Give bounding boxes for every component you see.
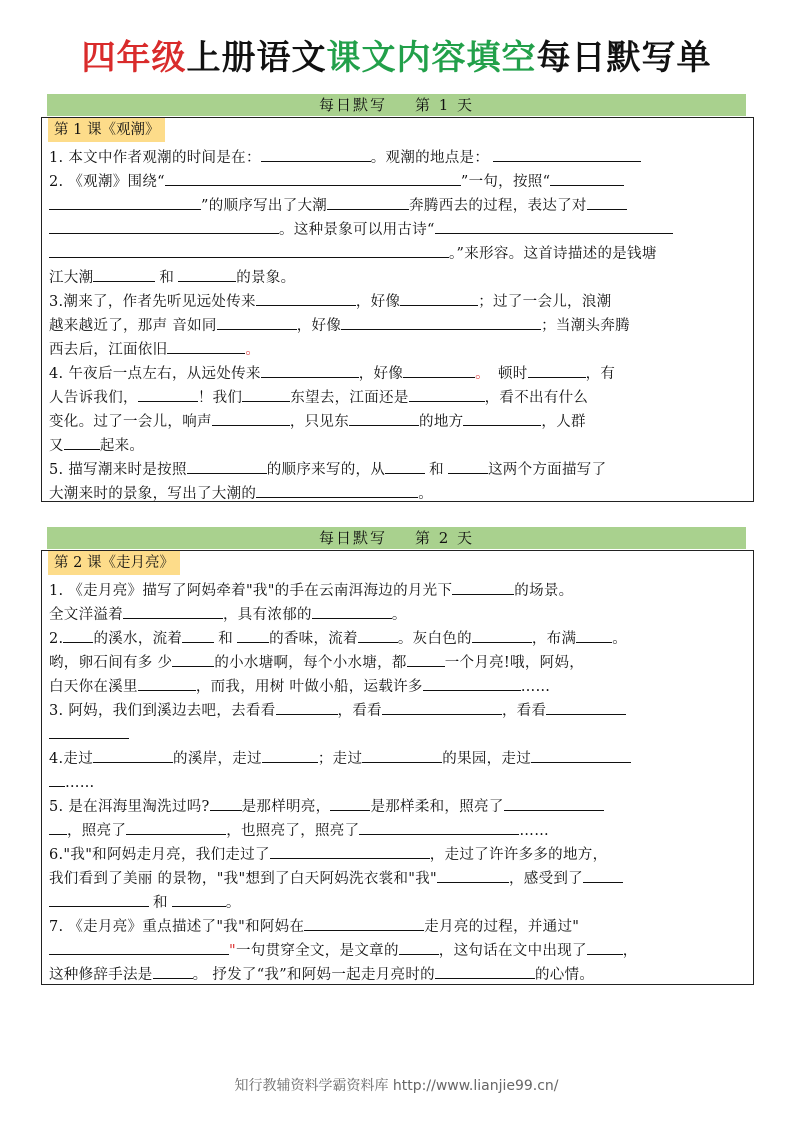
blank[interactable] xyxy=(587,940,623,955)
day1-q4-line3: 变化。过了一会儿，响声 ，只见东 的地方 ，人群 xyxy=(49,411,747,429)
blank[interactable] xyxy=(448,459,488,474)
day2-q5-line2: ，照亮了 ，也照亮了，照亮了 …… xyxy=(49,820,747,838)
blank[interactable] xyxy=(463,411,541,426)
blank[interactable] xyxy=(49,892,149,907)
day1-q3-line3: 西去后，江面依旧 。 xyxy=(49,339,747,357)
day2-q6-line2: 我们看到了美丽 的景物，"我"想到了白天阿妈洗衣裳和"我" ，感受到了 xyxy=(49,868,747,886)
blank[interactable] xyxy=(327,195,409,210)
day1-q2-line4: 。”来形容。这首诗描述的是钱塘 xyxy=(49,243,747,261)
blank[interactable] xyxy=(550,171,624,186)
day2-q6-line1: 6."我"和阿妈走月亮，我们走过了 ，走过了许许多多的地方， xyxy=(49,844,747,862)
blank[interactable] xyxy=(385,459,425,474)
blank[interactable] xyxy=(172,892,226,907)
blank[interactable] xyxy=(212,411,290,426)
day2-lesson-title: 第 2 课《走月亮》 xyxy=(48,551,180,575)
blank[interactable] xyxy=(312,604,392,619)
day2-q7-line2: "一句贯穿全文，是文章的 ，这句话在文中出现了 ， xyxy=(49,940,747,958)
day1-lesson-title: 第 1 课《观潮》 xyxy=(48,118,165,142)
blank[interactable] xyxy=(472,628,532,643)
day2-box xyxy=(41,550,754,985)
blank[interactable] xyxy=(49,940,229,955)
blank[interactable] xyxy=(423,676,521,691)
blank[interactable] xyxy=(237,628,269,643)
blank[interactable] xyxy=(187,459,267,474)
blank[interactable] xyxy=(64,435,100,450)
blank[interactable] xyxy=(167,339,245,354)
day1-header-bar xyxy=(47,94,746,116)
blank[interactable] xyxy=(138,676,196,691)
blank[interactable] xyxy=(437,868,509,883)
day2-day: 第 2 天 xyxy=(414,529,475,547)
blank[interactable] xyxy=(63,628,93,643)
blank[interactable] xyxy=(546,700,626,715)
day1-q3-line2: 越来越近了，那声 音如同 ，好像 ；当潮头奔腾 xyxy=(49,315,747,333)
day1-q4-line4: 又 起来。 xyxy=(49,435,747,453)
blank[interactable] xyxy=(256,291,356,306)
page-title xyxy=(0,30,793,79)
day2-q6-line3: 和 。 xyxy=(49,892,747,910)
day2-q4-line2: …… xyxy=(49,772,747,790)
title-grade: 四年级 xyxy=(81,38,187,78)
blank[interactable] xyxy=(382,700,502,715)
day2-q3-line1: 3. 阿妈，我们到溪边去吧，去看看 ，看看 ，看看 xyxy=(49,700,747,718)
blank[interactable] xyxy=(123,604,223,619)
day1-q5-line1: 5. 描写潮来时是按照 的顺序来写的，从 和 这两个方面描写了 xyxy=(49,459,747,477)
blank[interactable] xyxy=(583,868,623,883)
blank[interactable] xyxy=(349,411,419,426)
day1-day: 第 1 天 xyxy=(414,96,475,114)
day2-q2-line1: 2. 的溪水，流着 和 的香味，流着 。灰白色的 ，布满 。 xyxy=(49,628,747,646)
blank[interactable] xyxy=(330,796,370,811)
blank[interactable] xyxy=(256,483,418,498)
day2-q3-line2 xyxy=(49,724,747,742)
day1-label: 每日默写 xyxy=(318,96,387,114)
title-volume: 上册语文 xyxy=(186,38,327,78)
blank[interactable] xyxy=(276,700,338,715)
day2-q7-line1: 7. 《走月亮》重点描述了"我"和阿妈在 走月亮的过程，并通过" xyxy=(49,916,747,934)
day2-q7-line3: 这种修辞手法是 。 抒发了“我”和阿妈一起走月亮时的 的心情。 xyxy=(49,964,747,982)
blank[interactable] xyxy=(403,363,475,378)
blank[interactable] xyxy=(359,820,519,835)
blank[interactable] xyxy=(504,796,604,811)
day2-q1-line1: 1. 《走月亮》描写了阿妈牵着"我"的手在云南洱海边的月光下 的场景。 xyxy=(49,580,747,598)
blank[interactable] xyxy=(49,724,129,739)
day1-q5-line2: 大潮来时的景象，写出了大潮的 。 xyxy=(49,483,747,501)
blank[interactable] xyxy=(261,147,371,162)
day2-q2-line3: 白天你在溪里 ，而我，用树 叶做小船，运载许多 …… xyxy=(49,676,747,694)
blank[interactable] xyxy=(217,315,297,330)
day1-q1: 1. 本文中作者观潮的时间是在： 。观潮的地点是： xyxy=(49,147,747,165)
blank[interactable] xyxy=(270,844,430,859)
blank[interactable] xyxy=(493,147,641,162)
day2-label: 每日默写 xyxy=(318,529,387,547)
day1-box xyxy=(41,117,754,502)
blank[interactable] xyxy=(182,628,214,643)
blank[interactable] xyxy=(399,940,439,955)
blank[interactable] xyxy=(93,748,173,763)
day2-q4-line1: 4.走过 的溪岸，走过 ；走过 的果园，走过 xyxy=(49,748,747,766)
blank[interactable] xyxy=(49,195,201,210)
blank[interactable] xyxy=(49,772,65,787)
day1-q2-line5: 江大潮 和 的景象。 xyxy=(49,267,747,285)
day1-q2-line1: 2. 《观潮》围绕“ ”一句，按照“ xyxy=(49,171,747,189)
blank[interactable] xyxy=(262,748,318,763)
blank[interactable] xyxy=(358,628,398,643)
title-sheet: 每日默写单 xyxy=(536,38,712,78)
blank[interactable] xyxy=(153,964,193,979)
blank[interactable] xyxy=(435,219,673,234)
blank[interactable] xyxy=(49,820,67,835)
blank[interactable] xyxy=(138,387,198,402)
blank[interactable] xyxy=(400,291,478,306)
day2-q5-line1: 5. 是在洱海里淘洗过吗? 是那样明亮， 是那样柔和，照亮了 xyxy=(49,796,747,814)
blank[interactable] xyxy=(407,652,445,667)
blank[interactable] xyxy=(304,916,424,931)
day1-q4-line2: 人告诉我们， ！我们 东望去，江面还是 ，看不出有什么 xyxy=(49,387,747,405)
blank[interactable] xyxy=(531,748,631,763)
blank[interactable] xyxy=(452,580,514,595)
day2-q1-line2: 全文洋溢着 ，具有浓郁的 。 xyxy=(49,604,747,622)
blank[interactable] xyxy=(341,315,541,330)
blank[interactable] xyxy=(435,964,535,979)
blank[interactable] xyxy=(172,652,214,667)
blank[interactable] xyxy=(528,363,586,378)
day2-q2-line2: 哟，卵石间有多 少 的小水塘啊，每个小水塘，都 一个月亮!哦，阿妈， xyxy=(49,652,747,670)
title-topic: 课文内容填空 xyxy=(326,38,537,78)
day1-q2-line2: ”的顺序写出了大潮 奔腾西去的过程，表达了对 xyxy=(49,195,747,213)
day2-header-bar xyxy=(47,527,746,549)
blank[interactable] xyxy=(242,387,290,402)
day1-q3-line1: 3.潮来了，作者先听见远处传来 ，好像 ；过了一会儿，浪潮 xyxy=(49,291,747,309)
blank[interactable] xyxy=(362,748,442,763)
blank[interactable] xyxy=(576,628,612,643)
blank[interactable] xyxy=(49,219,279,234)
blank[interactable] xyxy=(409,387,485,402)
footer-source: 知行教辅资料学霸资料库 http://www.lianjie99.cn/ xyxy=(234,1078,559,1094)
blank[interactable] xyxy=(587,195,627,210)
blank[interactable] xyxy=(49,243,449,258)
blank[interactable] xyxy=(93,267,155,282)
blank[interactable] xyxy=(178,267,236,282)
blank[interactable] xyxy=(165,171,461,186)
day1-q2-line3: 。这种景象可以用古诗“ xyxy=(49,219,747,237)
blank[interactable] xyxy=(210,796,242,811)
blank[interactable] xyxy=(126,820,226,835)
day1-q4-line1: 4. 午夜后一点左右，从远处传来 ，好像 。 顿时 ，有 xyxy=(49,363,747,381)
blank[interactable] xyxy=(261,363,359,378)
